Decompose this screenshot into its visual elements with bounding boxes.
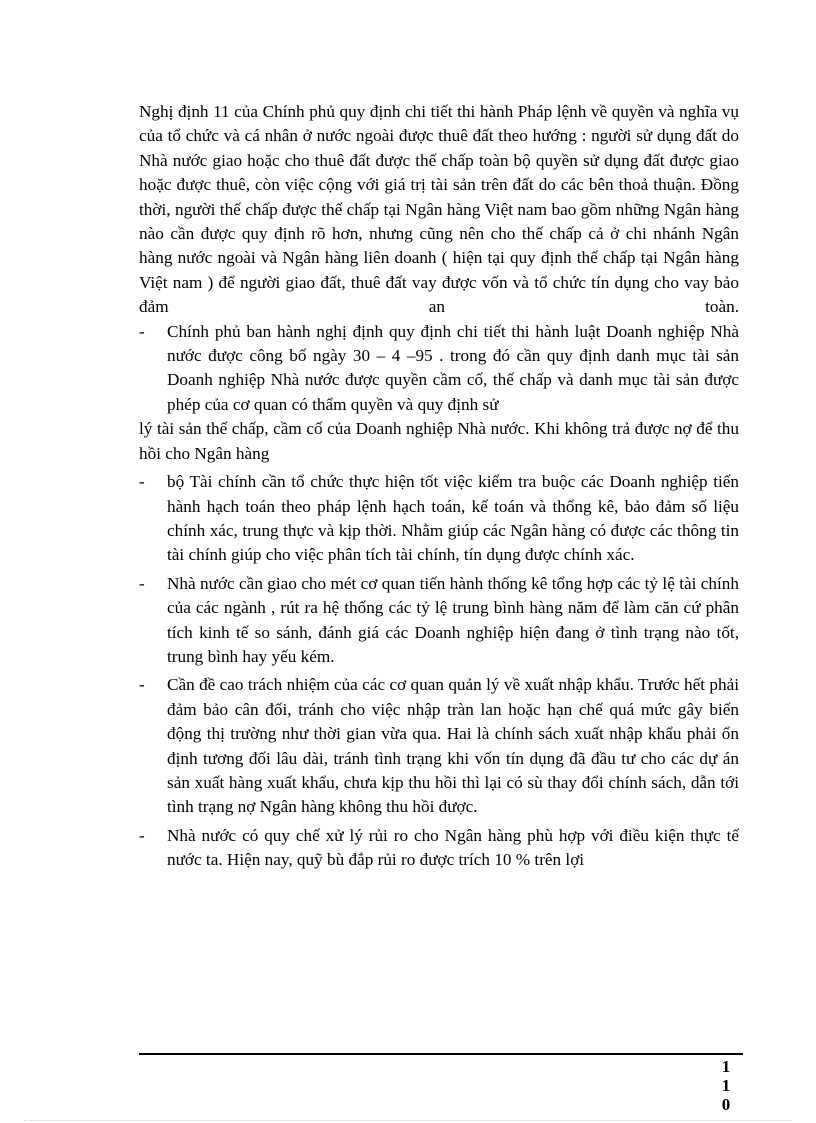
page-number-digit: 1 [721,1076,731,1095]
intro-paragraph: Nghị định 11 của Chính phủ quy định chi tiết thi hành Pháp lệnh về quyền và nghĩa vụ của tổ chức và cá nhân ở nước ngoài được thuê đất theo hướng : người sử dụng đất do Nhà nước giao hoặc cho thuê đất được thế chấp toàn bộ quyền sử dụng đất được giao hoặc được thuê, còn việc cộng với giá trị tài sản trên đất do các bên thoả thuận. Đồng thời, người thế chấp được thế chấp tại Ngân hàng Việt nam bao gồm những Ngân hàng nào cần được quy định rõ hơn, nhưng cũng nên cho thế chấp cả ở chi nhánh Ngân hàng nước ngoài và Ngân hàng liên doanh ( hiện tại quy định thế chấp tại Ngân hàng Việt nam ) để người giao đất, thuê đất vay được vốn và tổ chức tín dụng cho vay bảo đảm an toàn. [139,102,739,317]
list-item [139,824,739,873]
page-number-digit: 0 [721,1095,731,1114]
list-dash: - [139,825,145,845]
list-item [139,470,739,568]
page-number-digit: 1 [721,1057,731,1076]
list-item [139,572,739,670]
list-dash: - [139,675,145,695]
list-dash: - [139,472,145,492]
list-item [139,673,739,819]
list-item-text: Cần đề cao trách nhiệm của các cơ quan quản lý về xuất nhập khẩu. Trước hết phải đảm bảo cân đối, tránh cho việc nhập tràn lan hoặc hạn chế quá mức gây biến động thị trường như thời gian vừa qua. Hai là chính sách xuất nhập khẩu phải ổn định tương đối lâu dài, tránh tình trạng khi vốn tín dụng đã đầu tư cho các dự án sản xuất hàng xuất khẩu, chưa kịp thu hồi thì lại có sù thay đổi chính sách, dẫn tới tình trạng nợ Ngân hàng không thu hồi được. [167,675,739,817]
list-item-text: bộ Tài chính cần tổ chức thực hiện tốt việc kiểm tra buộc các Doanh nghiệp tiến hành hạch toán theo pháp lệnh hạch toán, kế toán và thống kê, bảo đảm số liệu chính xác, trung thực và kịp thời. Nhằm giúp các Ngân hàng có được các thông tin tài chính giúp cho việc phân tích tài chính, tín dụng được chính xác. [167,472,739,565]
list-dash: - [139,321,145,341]
list-item-text: Nhà nước cần giao cho mét cơ quan tiến hành thống kê tổng hợp các tỷ lệ tài chính của các ngành , rút ra hệ thống các tỷ lệ trung bình hàng năm để làm căn cứ phân tích kinh tế so sánh, đánh giá các Doanh nghiệp hiện đang ở tình trạng nào tốt, trung bình hay yếu kém. [167,573,739,666]
list-dash: - [139,573,145,593]
list-item-text: Nhà nước có quy chế xử lý rủi ro cho Ngân hàng phù hợp với điều kiện thực tế nước ta. Hiện nay, quỹ bù đắp rủi ro được trích 10 % trên lợi [167,825,739,870]
body-text [139,100,739,873]
list-item [139,320,739,418]
page-bottom-border [24,1120,792,1121]
footer-rule [139,1053,743,1055]
page-number [718,1057,734,1114]
continuation-paragraph: lý tài sản thế chấp, cầm cố của Doanh nghiệp Nhà nước. Khi không trả được nợ để thu hồi cho Ngân hàng [139,419,739,463]
list-item-text: Chính phủ ban hành nghị định quy định chi tiết thi hành luật Doanh nghiệp Nhà nước được công bố ngày 30 – 4 –95 . trong đó cần quy định danh mục tài sản Doanh nghiệp Nhà nước được quyền cầm cố, thế chấp và danh mục tài sản được phép của cơ quan có thẩm quyền và quy định sử [167,321,739,414]
